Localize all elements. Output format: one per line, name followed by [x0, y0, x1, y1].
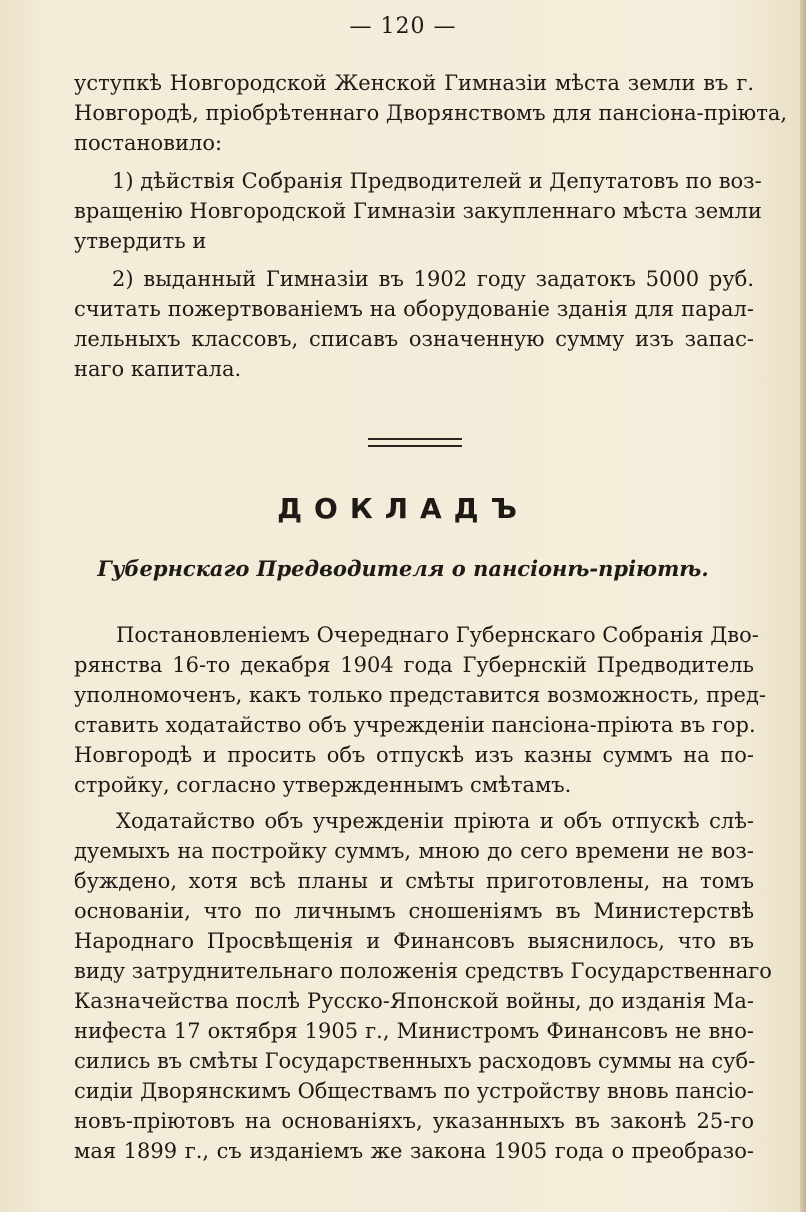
text-line: уступкѣ Новгородской Женской Гимназіи мѣста земли въ г.	[74, 71, 754, 95]
page-number: — 120 —	[349, 14, 457, 39]
text-line: сились въ смѣты Государственныхъ расходовъ суммы на суб-	[74, 1049, 756, 1073]
text-line: уполномоченъ, какъ только представится возможность, пред-	[74, 683, 766, 707]
text-line: Народнаго Просвѣщенія и Финансовъ выяснилось, что въ	[74, 929, 754, 953]
text-line: буждено, хотя всѣ планы и смѣты приготовлены, на томъ	[74, 869, 754, 893]
section-heading: ДОКЛАДЪ	[277, 492, 529, 525]
text-line: мая 1899 г., съ изданіемъ же закона 1905 года о преобразо-	[74, 1139, 754, 1163]
section-divider	[368, 438, 462, 447]
text-line: основаніи, что по личнымъ сношеніямъ въ Министерствѣ	[74, 899, 754, 923]
text-line: виду затруднительнаго положенія средствъ Государственнаго	[74, 959, 772, 983]
text-line: ставить ходатайство объ учрежденіи пансіона-пріюта въ гор.	[74, 713, 756, 737]
text-line: Казначейства послѣ Русско-Японской войны, до изданія Ма-	[74, 989, 754, 1013]
text-line: Ходатайство объ учрежденіи пріюта и объ отпускѣ слѣ-	[116, 809, 754, 833]
text-line: сидіи Дворянскимъ Обществамъ по устройству вновь пансіо-	[74, 1079, 754, 1103]
text-line: наго капитала.	[74, 357, 242, 381]
text-line: постановило:	[74, 131, 223, 155]
text-line: лельныхъ классовъ, списавъ означенную сумму изъ запас-	[74, 327, 754, 351]
text-line: Постановленіемъ Очереднаго Губернскаго Собранія Дво-	[116, 623, 759, 647]
text-line: 2) выданный Гимназіи въ 1902 году задатокъ 5000 руб.	[112, 267, 754, 291]
text-line: дуемыхъ на постройку суммъ, мною до сего времени не воз-	[74, 839, 754, 863]
text-line: 1) дѣйствія Собранія Предводителей и Депутатовъ по воз-	[112, 169, 762, 193]
text-line: Новгородѣ и просить объ отпускѣ изъ казны суммъ на по-	[74, 743, 754, 767]
text-line: нифеста 17 октября 1905 г., Министромъ Финансовъ не вно-	[74, 1019, 754, 1043]
text-line: вращенію Новгородской Гимназіи закупленнаго мѣста земли	[74, 199, 762, 223]
text-line: утвердить и	[74, 229, 207, 253]
text-line: новъ-пріютовъ на основаніяхъ, указанныхъ въ законѣ 25-го	[74, 1109, 754, 1133]
page-edge	[800, 0, 806, 1212]
text-line: рянства 16-то декабря 1904 года Губернскій Предводитель	[74, 653, 754, 677]
text-line: Новгородѣ, пріобрѣтеннаго Дворянствомъ для пансіона-пріюта,	[74, 101, 788, 125]
text-line: стройку, согласно утвержденнымъ смѣтамъ.	[74, 773, 572, 797]
text-line: считать пожертвованіемъ на оборудованіе зданія для парал-	[74, 297, 754, 321]
section-subheading: Губернскаго Предводителя о пансіонѣ-пріютѣ.	[97, 556, 709, 581]
